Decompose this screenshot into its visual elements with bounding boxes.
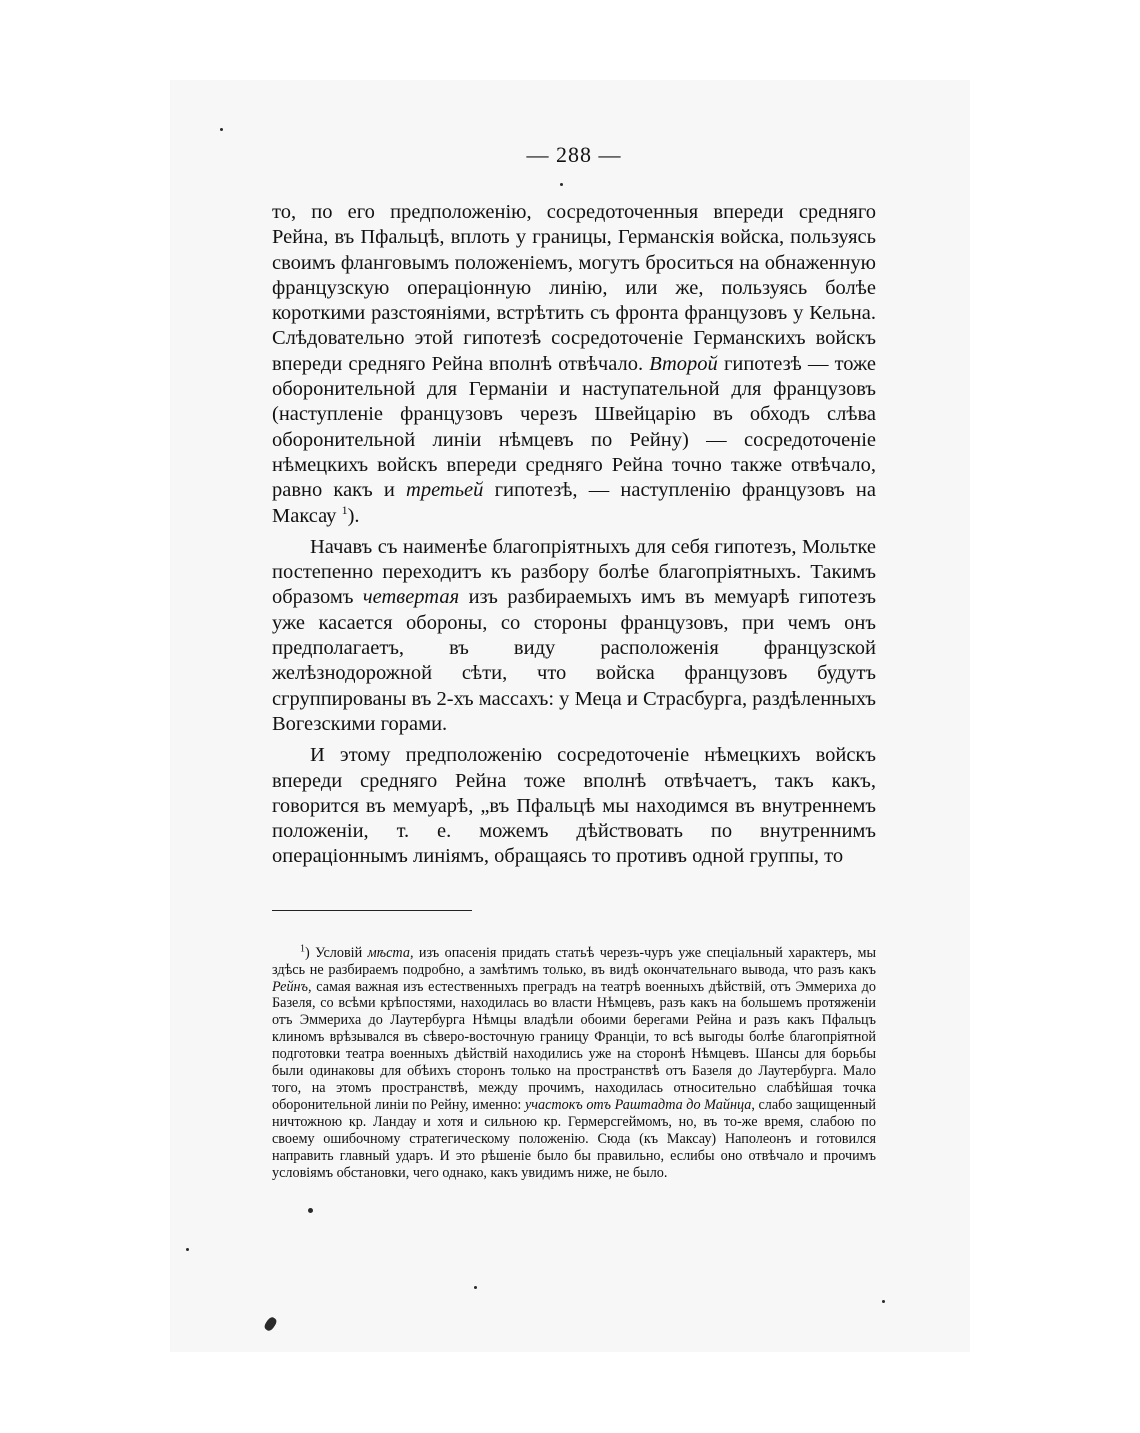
scan-speck	[882, 1300, 885, 1303]
text-run: , самая важная изъ естественныхъ преградъ на театрѣ военныхъ дѣйствій, отъ Эммериха до Базеля, со всѣми крѣпостями, находилась во власти Нѣмцевъ, разъ какъ на большемъ протяженіи отъ Эммериха до Лаутербурга Нѣмцы владѣли обоими берегами Рейна и разъ какъ Пфальцъ клиномъ врѣзывался въ сѣверо-восточную границу Франціи, то всѣ выгоды болѣе благопріятной подготовки театра военныхъ дѣйствій находились уже на сторонѣ Нѣмцевъ. Шансы для борьбы были одинаковы для обѣихъ сторонъ только на пространствѣ отъ Базеля до Лаутербурга. Мало того, на этомъ пространствѣ, между прочимъ, находилась относительно слабѣйшая точка оборонительной линіи по Рейну, именно:	[272, 978, 876, 1113]
scan-speck	[220, 128, 223, 131]
italic-text: мѣста	[367, 944, 410, 961]
text-run: , изъ опасенія придать статьѣ черезъ-чуръ уже спеціальный характеръ, мы здѣсь не разбираемъ подробно, а замѣтимъ только, въ видѣ окончательнаго вывода, что разъ какъ	[272, 944, 876, 978]
footnote-separator	[272, 910, 472, 911]
text-run: Начавъ съ наименѣе благопріятныхъ для себя гипотезъ, Мольтке постепенно переходитъ къ разбору болѣе благопріятныхъ. Такимъ образомъ	[272, 535, 876, 609]
scan-speck	[560, 183, 563, 186]
paragraph-1	[272, 200, 876, 529]
text-run: изъ разбираемыхъ имъ въ мемуарѣ гипотезъ уже касается обороны, со стороны французовъ, при чемъ онъ предполагаетъ, въ виду расположенія французской желѣзнодорожной сѣти, что войска французовъ будутъ сгруппированы въ 2-хъ массахъ: у Меца и Страсбурга, раздѣленныхъ Вогезскими горами.	[272, 586, 876, 735]
text-run: , слабо защищенный ничтожною кр. Ландау и хотя и сильною кр. Гермерсгеймомъ, но, въ то-же время, слабою по своему ошибочному стратегическому положенію. Сюда (къ Максау) Наполеонъ и готовился направить главный ударъ. И это рѣшеніе было бы правильно, еслибы оно отвѣчало и прочимъ условіямъ обстановки, чего однако, какъ увидимъ ниже, не было.	[272, 1096, 876, 1181]
footnote-marker: 1	[300, 942, 305, 954]
text-run: гипотезѣ, — наступленію французовъ на Максау	[272, 479, 876, 527]
text-column	[272, 140, 876, 1181]
body-text	[272, 200, 876, 870]
text-run: ) Условій	[305, 944, 368, 961]
scan-speck	[308, 1208, 313, 1213]
italic-text: четвертая	[362, 586, 460, 609]
footnote-reference: 1	[341, 502, 348, 517]
italic-text: участокъ отъ Раштадта до Майнца	[524, 1096, 752, 1113]
paragraph-3	[272, 743, 876, 869]
page-number: — 288 —	[526, 142, 622, 167]
italic-text: Рейнъ	[272, 978, 308, 995]
text-run: И этому предположенію сосредоточеніе нѣмецкихъ войскъ впереди средняго Рейна тоже вполнѣ отвѣчаетъ, такъ какъ, говорится въ мемуарѣ, „въ Пфальцѣ мы находимся въ внутреннемъ положеніи, т. е. можемъ дѣйствовать по внутреннимъ операціоннымъ линіямъ, обращаясь то противъ одной группы, то	[272, 744, 876, 868]
scan-speck	[474, 1286, 477, 1289]
text-run: ).	[347, 504, 360, 527]
text-run: гипотезѣ — тоже оборонительной для Германіи и наступательной для французовъ (наступленіе французовъ черезъ Швейцарію въ обходъ слѣва оборонительной линіи нѣмцевъ по Рейну) — сосредоточеніе нѣмецкихъ войскъ впереди средняго Рейна точно также отвѣчало, равно какъ и	[272, 352, 876, 502]
scan-speck	[186, 1248, 189, 1251]
italic-text: третьей	[406, 479, 484, 502]
paragraph-2	[272, 535, 876, 737]
text-run: то, по его предположенію, сосредоточенныя впереди средняго Рейна, въ Пфальцѣ, вплоть у границы, Германскія войска, пользуясь своимъ фланговымъ положеніемъ, могутъ броситься на обнаженную французскую операціонную линію, или же, пользуясь болѣе короткими разстояніями, встрѣтить съ фронта французовъ у Кельна. Слѣдовательно этой гипотезѣ сосредоточеніе Германскихъ войскъ впереди средняго Рейна вполнѣ отвѣчало.	[272, 201, 876, 375]
footnote	[272, 942, 876, 1182]
italic-text: Второй	[649, 352, 718, 375]
